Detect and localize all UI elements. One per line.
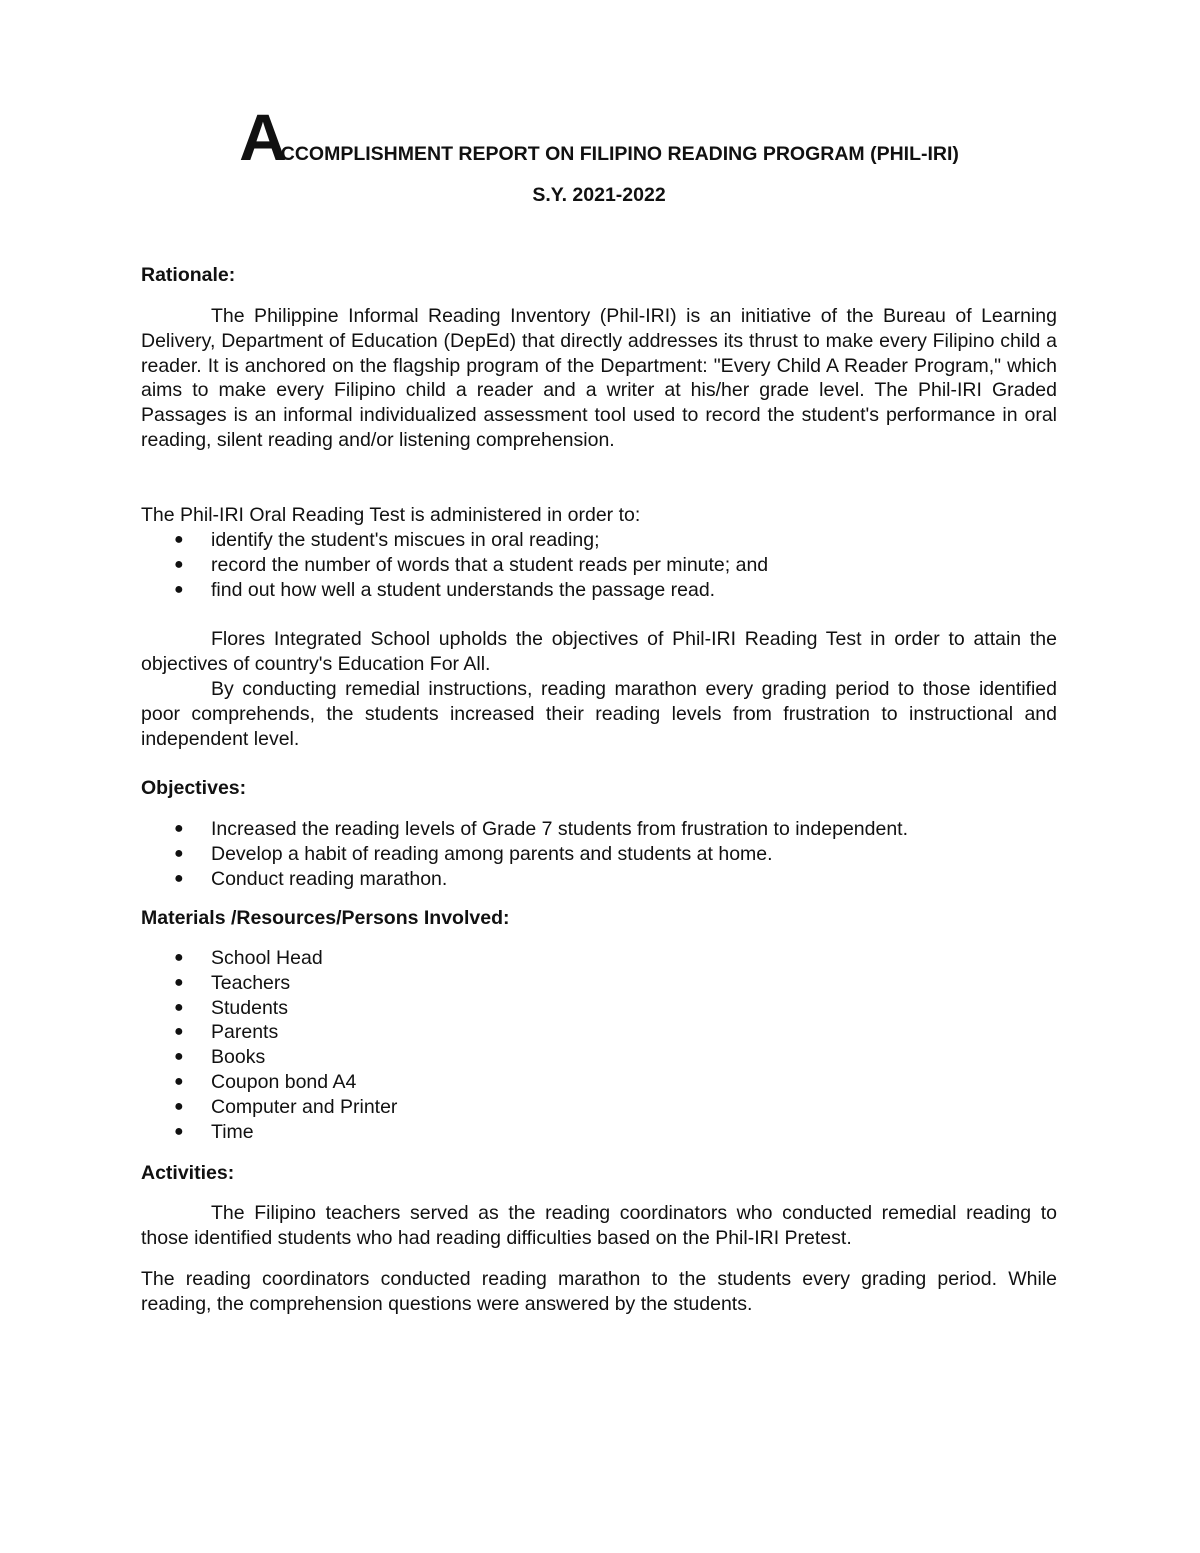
school-year: S.Y. 2021-2022 — [532, 184, 666, 206]
list-item: ● identify the student's miscues in oral reading; — [174, 529, 600, 551]
list-item: ● School Head — [174, 947, 323, 969]
list-item: ● Time — [174, 1120, 254, 1143]
activities-heading: Activities: — [141, 1162, 235, 1184]
bullet-icon: ● — [174, 1048, 184, 1066]
bullet-icon: ● — [174, 820, 184, 837]
title-drop-cap: A — [239, 100, 281, 174]
title-text: CCOMPLISHMENT REPORT ON FILIPINO READING PROGRAM (PHIL-IRI) — [280, 143, 959, 165]
bullet-icon: ● — [174, 1122, 184, 1140]
bullet-icon: ● — [174, 869, 184, 887]
list-item: ● Computer and Printer — [174, 1095, 398, 1118]
objectives-list — [141, 817, 1057, 891]
bullet-icon: ● — [174, 580, 184, 598]
bullet-icon: ● — [174, 555, 184, 573]
bullet-icon: ● — [174, 531, 184, 548]
rationale-intro: The Phil-IRI Oral Reading Test is administered in order to: — [141, 504, 641, 526]
rationale-paragraph-3: By conducting remedial instructions, reading marathon every grading period to those identified poor comprehends, the students increased their reading levels from frustration to instructional and independent level. — [141, 678, 1057, 750]
objectives-heading: Objectives: — [141, 777, 247, 799]
bullet-icon: ● — [174, 949, 184, 966]
bullet-icon: ● — [174, 1023, 184, 1041]
bullet-icon: ● — [174, 1072, 184, 1090]
activities-paragraph-2: The reading coordinators conducted reading marathon to the students every grading period. While reading, the comprehension questions were answered by the students. — [141, 1268, 1057, 1315]
list-item: ● Conduct reading marathon. — [174, 867, 448, 890]
rationale-paragraph-1: The Philippine Informal Reading Inventory (Phil-IRI) is an initiative of the Bureau of Learning Delivery, Department of Education (DepEd) that directly addresses its thrust to make every Filipino child a reader. It is anchored on the flagship program of the Department: "Every Child A Reader Program," which aims to make every Filipino child a reader and a writer at his/her grade level. The Phil-IRI Graded Passages is an informal individualized assessment tool used to record the student's performance in oral reading, silent reading and/or listening comprehension. — [141, 305, 1057, 451]
bullet-icon: ● — [174, 998, 184, 1016]
list-item: ● Books — [174, 1046, 266, 1069]
rationale-bullet-list — [141, 528, 1057, 602]
list-item: ● Parents — [174, 1021, 279, 1044]
rationale-heading: Rationale: — [141, 264, 236, 286]
list-item: ● Students — [174, 996, 288, 1019]
bullet-icon: ● — [174, 973, 184, 991]
bullet-icon: ● — [174, 1097, 184, 1115]
materials-heading: Materials /Resources/Persons Involved: — [141, 907, 510, 929]
list-item: ● Increased the reading levels of Grade 7 students from frustration to independent. — [174, 818, 909, 840]
list-item: ● Develop a habit of reading among parents and students at home. — [174, 842, 773, 865]
list-item: ● Coupon bond A4 — [174, 1070, 357, 1093]
list-item: ● Teachers — [174, 971, 291, 994]
list-item: ● record the number of words that a student reads per minute; and — [174, 553, 769, 576]
report-title — [141, 100, 1057, 174]
bullet-icon: ● — [174, 844, 184, 862]
activities-paragraph-1: The Filipino teachers served as the reading coordinators who conducted remedial reading to those identified students who had reading difficulties based on the Phil-IRI Pretest. — [141, 1202, 1057, 1249]
rationale-paragraph-2: Flores Integrated School upholds the objectives of Phil-IRI Reading Test in order to attain the objectives of country's Education For All. — [141, 628, 1057, 675]
materials-list — [141, 946, 1057, 1144]
list-item: ● find out how well a student understands the passage read. — [174, 578, 716, 601]
